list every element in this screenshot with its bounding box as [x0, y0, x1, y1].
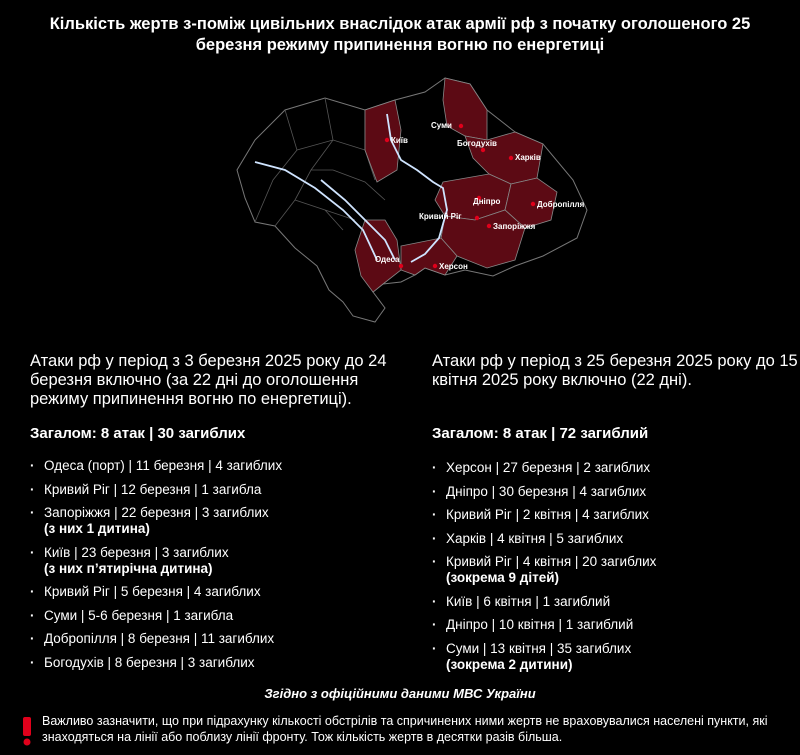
list-item-text: Кривий Ріг | 2 квітня | 4 загиблих: [446, 507, 649, 522]
list-item-text: Київ | 23 березня | 3 загиблих: [44, 544, 229, 560]
list-item-text: Херсон | 27 березня | 2 загиблих: [446, 460, 651, 475]
svg-text:Кривий Ріг: Кривий Ріг: [419, 212, 462, 221]
list-item: [432, 617, 800, 633]
left-total: Загалом: 8 атак | 30 загиблих: [30, 425, 246, 442]
list-item-note: (з них п’ятирічна дитина): [44, 560, 213, 576]
list-item-text: Дніпро | 30 березня | 4 загиблих: [446, 483, 647, 499]
city-dobropillia: [531, 200, 585, 209]
list-item-note: (зокрема 2 дитини): [446, 656, 573, 672]
list-item-text: Дніпро | 10 квітня | 1 загиблий: [446, 617, 634, 632]
svg-text:Суми: Суми: [431, 121, 452, 130]
list-item: [30, 482, 405, 498]
list-item: [30, 458, 405, 474]
city-dnipro: [473, 196, 500, 206]
list-item-text: Одеса (порт) | 11 березня | 4 загиблих: [44, 458, 283, 473]
list-item: [30, 545, 405, 577]
list-item-text: Кривий Ріг | 4 квітня | 20 загиблих: [446, 554, 657, 569]
list-item-note: (зокрема 9 дітей): [446, 570, 560, 585]
svg-text:Херсон: Херсон: [439, 262, 468, 271]
page-title: Кількість жертв з-поміж цивільних внаслідок атак армії рф з початку оголошеного 25 березня режиму припинення вогню по енергетиці: [49, 15, 751, 54]
list-item-text: Кривий Ріг | 12 березня | 1 загибла: [44, 481, 262, 497]
city-zaporizhzhia: [487, 222, 536, 231]
list-item: [30, 655, 405, 671]
svg-text:Київ: Київ: [391, 136, 408, 145]
city-kherson: [433, 262, 468, 271]
list-item: [432, 594, 800, 610]
right-intro: Атаки рф у період з 25 березня 2025 року до 15 квітня 2025 року включно (22 дні).: [432, 352, 798, 389]
svg-text:Богодухів: Богодухів: [457, 139, 497, 148]
svg-text:Харків: Харків: [515, 153, 541, 162]
left-intro: Атаки рф у період з 3 березня 2025 року до 24 березня включно (за 22 дні до оголошення режиму припинення вогню по енергетиці).: [30, 352, 387, 408]
list-item-text: Київ | 6 квітня | 1 загиблий: [446, 593, 611, 609]
svg-text:Одеса: Одеса: [375, 255, 400, 264]
list-item-text: Харків | 4 квітня | 5 загиблих: [446, 530, 624, 546]
warning-text: Важливо зазначити, що при підрахунку кількості обстрілів та спричинених ними жертв не враховувалися населені пункти, які знаходяться на лінії або поблизу лінії фронту. Тож кількість жертв в десятки разів більша.: [42, 714, 768, 744]
list-item-text: Кривий Ріг | 5 березня | 4 загиблих: [44, 584, 261, 599]
ukraine-map: [225, 70, 605, 350]
list-item: [30, 631, 405, 647]
list-item: [432, 507, 800, 523]
left-list: [30, 458, 405, 671]
list-item-text: Добропілля | 8 березня | 11 загиблих: [44, 631, 275, 646]
list-item: [432, 554, 800, 586]
list-item: [432, 641, 800, 673]
left-column: [30, 352, 405, 678]
list-item-text: Богодухів | 8 березня | 3 загиблих: [44, 654, 255, 670]
list-item: [432, 484, 800, 500]
list-item-text: Запоріжжя | 22 березня | 3 загиблих: [44, 505, 269, 520]
exclamation-icon: [20, 716, 34, 746]
svg-text:Дніпро: Дніпро: [473, 197, 501, 206]
right-list: [432, 460, 800, 673]
list-item: [432, 531, 800, 547]
right-column: [432, 352, 800, 680]
svg-text:Добропілля: Добропілля: [537, 200, 585, 209]
list-item: [30, 608, 405, 624]
list-item-note: (з них 1 дитина): [44, 521, 150, 536]
list-item-text: Суми | 5-6 березня | 1 загибла: [44, 607, 234, 623]
svg-text:Запоріжжя: Запоріжжя: [493, 222, 536, 231]
list-item: [432, 460, 800, 476]
list-item: [30, 584, 405, 600]
list-item: [30, 505, 405, 537]
right-total: Загалом: 8 атак | 72 загиблий: [432, 425, 649, 442]
list-item-text: Суми | 13 квітня | 35 загиблих: [446, 640, 632, 656]
source-note: Згідно з офіційними даними МВС України: [264, 686, 536, 701]
